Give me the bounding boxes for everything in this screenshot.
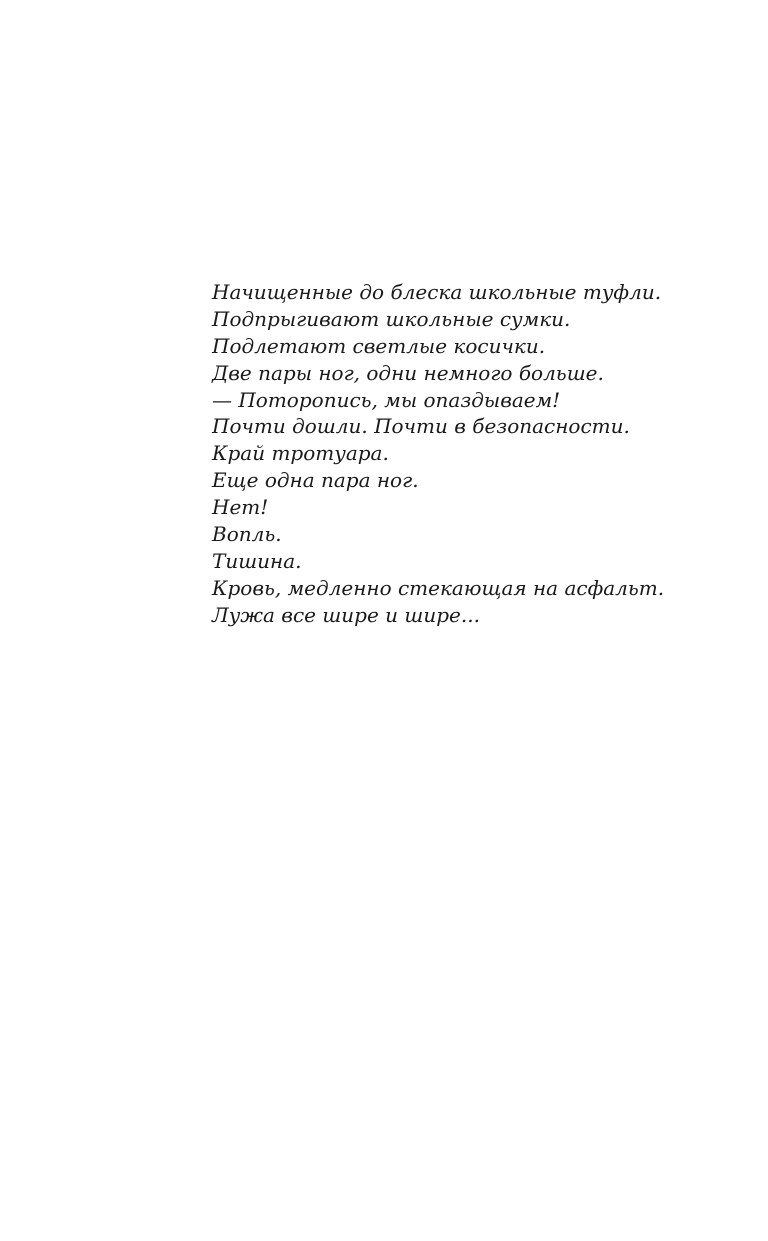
text-line: Еще одна пара ног. bbox=[212, 468, 419, 493]
text-line: Почти дошли. Почти в безопасности. bbox=[212, 414, 630, 439]
text-line: Вопль. bbox=[212, 522, 282, 547]
text-line: Лужа все шире и шире... bbox=[212, 602, 480, 627]
poem-text-block bbox=[212, 279, 732, 629]
text-line: Тишина. bbox=[212, 548, 302, 573]
text-line: Две пары ног, одни немного больше. bbox=[212, 360, 604, 385]
text-line: Подпрыгивают школьные сумки. bbox=[212, 306, 571, 331]
text-line: Подлетают светлые косички. bbox=[212, 333, 546, 358]
text-line: Начищенные до блеска школьные туфли. bbox=[212, 280, 662, 304]
text-line: — Поторопись, мы опаздываем! bbox=[212, 387, 561, 412]
text-line: Край тротуара. bbox=[212, 441, 389, 466]
text-line: Кровь, медленно стекающая на асфальт. bbox=[212, 575, 665, 600]
text-line: Нет! bbox=[212, 495, 269, 520]
